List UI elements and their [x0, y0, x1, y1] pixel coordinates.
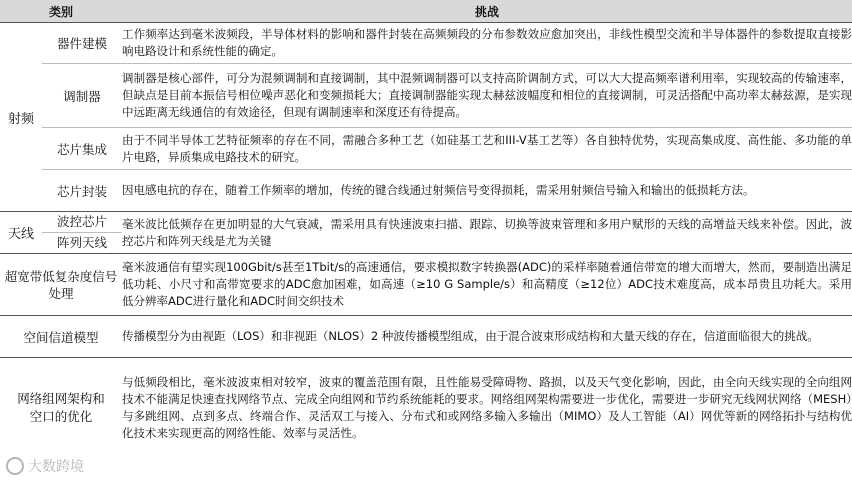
challenge-network-architecture: 与低频段相比，毫米波波束相对较窄，波束的覆盖范围有限，且性能易受障碍物、路损，以及天气变化影响，因此，由全向天线实现的全向组网技术不能满足快速查找网络节点、完成全向组网和节约系统能耗的要求。网络组网架构需要进一步优化，需要进一步研究无线网状网络（MESH）与多跳组网、点到多点、终端合作、灵活双工与接入、分布式和或网络多输入多输出（MIMO）及人工智能（AI）网优等新的网络拓扑与结构优化技术来实现更高的网络性能、效率与灵活性。	[122, 374, 852, 440]
header-category: 类别	[0, 0, 122, 23]
watermark-logo-icon	[6, 457, 24, 475]
watermark	[6, 456, 84, 476]
sub-device-modeling: 器件建模	[42, 23, 122, 64]
category-signal-processing: 超宽带低复杂度信号处理	[0, 254, 122, 316]
table-row	[0, 128, 852, 170]
challenge-device-modeling: 工作频率达到毫米波频段，半导体材料的影响和器件封装在高频频段的分布参数效应愈加突出，非线性模型交流和半导体器件的参数提取直接影响电路设计和系统性能的确定。	[122, 23, 852, 64]
table-row	[0, 316, 852, 358]
table-row	[0, 23, 852, 64]
category-antenna: 天线	[0, 212, 42, 254]
challenge-modulator: 调制器是核心部件，可分为混频调制和直接调制，其中混频调制器可以支持高阶调制方式，可以大大提高频率谱利用率，实现较高的传输速率，但缺点是目前本振信号相位噪声恶化和变频损耗大；直接调制器能实现太赫兹波幅度和相位的直接调制，可灵活搭配中高功率太赫兹源，是实现中远距离无线通信的有效途径，但现有调制速率和深度还有待提高。	[122, 64, 852, 128]
table-row	[0, 254, 852, 316]
challenge-channel-model: 传播模型分为由视距（LOS）和非视距（NLOS）2 种波传播模型组成，由于混合波束形成结构和大量天线的存在，信道面临很大的挑战。	[122, 316, 852, 358]
challenge-chip-packaging: 因电感电抗的存在，随着工作频率的增加，传统的键合线通过射频信号变得损耗，需采用射频信号输入和输出的低损耗方法。	[122, 170, 852, 212]
watermark-text: 大数跨境	[28, 459, 84, 475]
sub-beam-control-chip: 波控芯片	[42, 212, 122, 233]
challenge-chip-integration: 由于不同半导体工艺特征频率的存在不同，需融合多种工艺（如硅基工艺和III-V基工艺等）各自独特优势，实现高集成度、高性能、多功能的单片电路，异质集成电路技术的研究。	[122, 128, 852, 170]
sub-modulator: 调制器	[42, 64, 122, 128]
category-rf: 射频	[0, 23, 42, 212]
category-network-architecture: 网络组网架构和空口的优化	[17, 390, 105, 424]
sub-chip-packaging: 芯片封装	[42, 170, 122, 212]
category-channel-model: 空间信道模型	[0, 316, 122, 358]
table-row	[0, 170, 852, 212]
sub-chip-integration: 芯片集成	[42, 128, 122, 170]
table-row	[0, 64, 852, 128]
table-row	[0, 212, 852, 254]
challenge-antenna: 毫米波比低频存在更加明显的大气衰减，需采用具有快速波束扫描、跟踪、切换等波束管理和多用户赋形的天线的高增益天线来补偿。因此，波控芯片和阵列天线是尤为关键	[122, 212, 852, 254]
table-row	[0, 358, 852, 458]
challenge-signal-processing: 毫米波通信有望实现100Gbit/s甚至1Tbit/s的高速通信，要求模拟数字转换器(ADC)的采样率随着通信带宽的增大而增大，然而，要制造出满足低功耗、小尺寸和高带宽要求的ADC愈加困难，如高速（≥10 G Sample/s）和高精度（≥12位）ADC技术难度高，成本昂贵且功耗大。采用低分辨率ADC进行量化和ADC时间交织技术	[122, 254, 852, 316]
header-challenge: 挑战	[122, 0, 852, 23]
antenna-subs	[42, 212, 122, 254]
sub-array-antenna: 阵列天线	[57, 235, 108, 250]
